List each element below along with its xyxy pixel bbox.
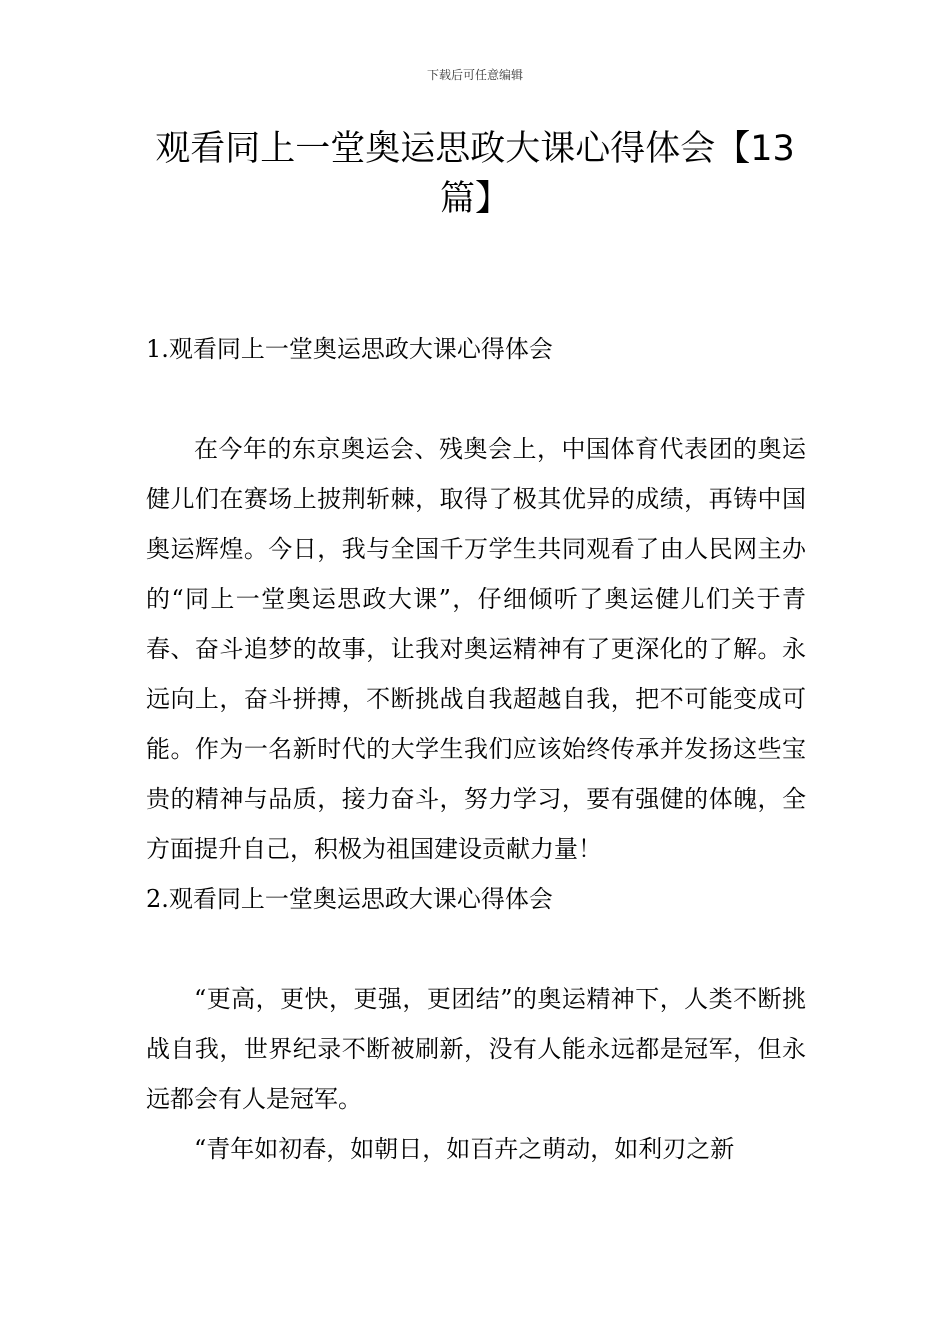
document-body	[146, 324, 806, 1174]
section-2-paragraph-1: “更高，更快，更强，更团结”的奥运精神下，人类不断挑战自我，世界纪录不断被刷新，没有人能永远都是冠军，但永远都会有人是冠军。	[146, 985, 806, 1113]
section-1-paragraph-1: 在今年的东京奥运会、残奥会上，中国体育代表团的奥运健儿们在赛场上披荆斩棘，取得了极其优异的成绩，再铸中国奥运辉煌。今日，我与全国千万学生共同观看了由人民网主办的“同上一堂奥运思政大课”，仔细倾听了奥运健儿们关于青春、奋斗追梦的故事，让我对奥运精神有了更深化的了解。永远向上，奋斗拼搏，不断挑战自我超越自我，把不可能变成可能。作为一名新时代的大学生我们应该始终传承并发扬这些宝贵的精神与品质，接力奋斗，努力学习，要有强健的体魄，全方面提升自己，积极为祖国建设贡献力量！	[146, 435, 806, 863]
section-heading-1: 1.观看同上一堂奥运思政大课心得体会	[146, 335, 553, 363]
section-heading-2: 2.观看同上一堂奥运思政大课心得体会	[146, 885, 553, 913]
section-2-paragraph-2: “青年如初春，如朝日，如百卉之萌动，如利刃之新	[194, 1135, 735, 1163]
header-note: 下载后可任意编辑	[426, 68, 523, 82]
document-title: 观看同上一堂奥运思政大课心得体会【13篇】	[155, 129, 795, 219]
